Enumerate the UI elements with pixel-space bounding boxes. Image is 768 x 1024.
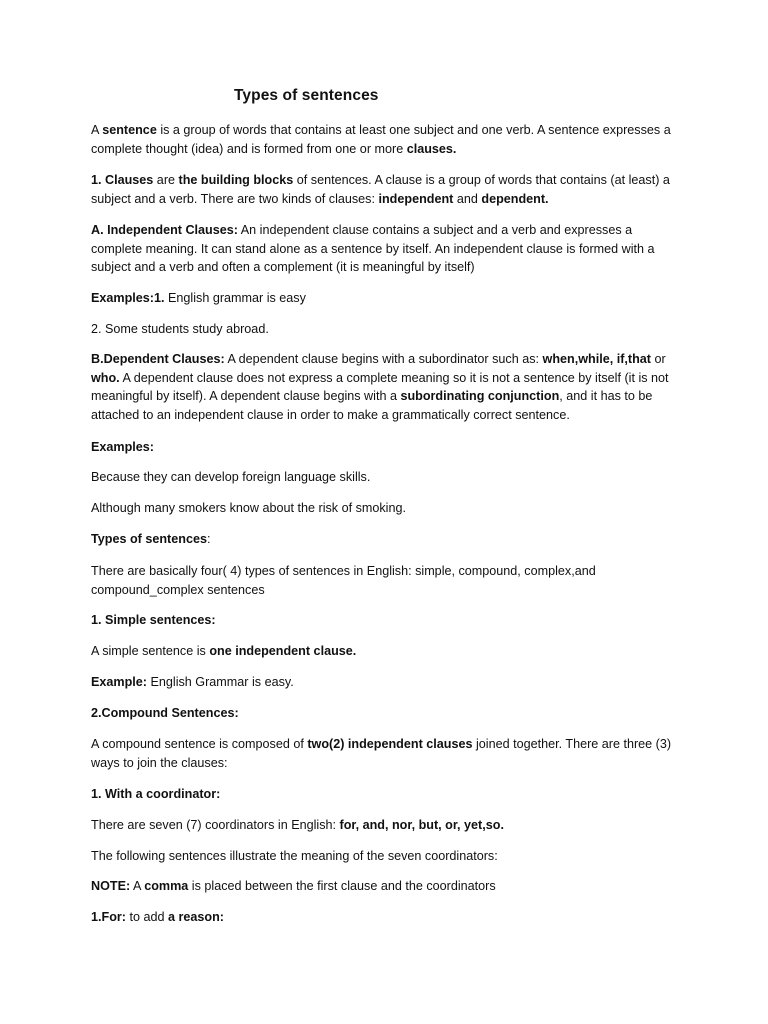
paragraph-compound-definition: A compound sentence is composed of two(2) independent clauses joined together. There are three (3) ways to join the clauses: bbox=[91, 737, 672, 770]
paragraph-illustrate: The following sentences illustrate the meaning of the seven coordinators: bbox=[91, 849, 498, 863]
paragraph-independent-clauses: A. Independent Clauses: An independent clause contains a subject and a verb and expresses a complete meaning. It can stand alone as a sentence by itself. An independent clause is formed with a subject and a verb and often a complement (it is meaningful by itself) bbox=[91, 223, 655, 274]
paragraph-for-reason: 1.For: to add a reason: bbox=[91, 910, 224, 924]
paragraph-example-although: Although many smokers know about the risk of smoking. bbox=[91, 501, 406, 515]
paragraph-examples-heading: Examples: bbox=[91, 440, 154, 454]
section-heading-types: Types of sentences: bbox=[91, 532, 211, 546]
paragraph-example-because: Because they can develop foreign language skills. bbox=[91, 470, 371, 484]
paragraph-seven-coordinators: There are seven (7) coordinators in English: for, and, nor, but, or, yet,so. bbox=[91, 818, 504, 832]
paragraph-note: NOTE: A comma is placed between the first clause and the coordinators bbox=[91, 879, 496, 893]
section-heading-compound: 2.Compound Sentences: bbox=[91, 706, 239, 720]
paragraph-simple-example: Example: English Grammar is easy. bbox=[91, 675, 294, 689]
section-heading-simple: 1. Simple sentences: bbox=[91, 613, 216, 627]
paragraph-clauses: 1. Clauses are the building blocks of sentences. A clause is a group of words that contains (at least) a subject and a verb. There are two kinds of clauses: independent and dependent. bbox=[91, 173, 670, 206]
paragraph-example-1: Examples:1. English grammar is easy bbox=[91, 291, 306, 305]
paragraph-four-types: There are basically four( 4) types of sentences in English: simple, compound, complex,and compound_complex sentences bbox=[91, 564, 596, 597]
paragraph-example-2: 2. Some students study abroad. bbox=[91, 322, 269, 336]
paragraph-sentence-definition: A sentence is a group of words that contains at least one subject and one verb. A sentence expresses a complete thought (idea) and is formed from one or more clauses. bbox=[91, 123, 671, 156]
page-title: Types of sentences bbox=[234, 87, 379, 104]
paragraph-simple-definition: A simple sentence is one independent clause. bbox=[91, 644, 357, 658]
section-heading-coordinator: 1. With a coordinator: bbox=[91, 787, 221, 801]
paragraph-dependent-clauses: B.Dependent Clauses: A dependent clause begins with a subordinator such as: when,while, if,that or who. A dependent clause does not express a complete meaning so it is not a sentence by itself (it is not meaningful by itself). A dependent clause begins with a subordinating conjunction, and it has to be attached to an independent clause in order to make a grammatically correct sentence. bbox=[91, 352, 669, 422]
